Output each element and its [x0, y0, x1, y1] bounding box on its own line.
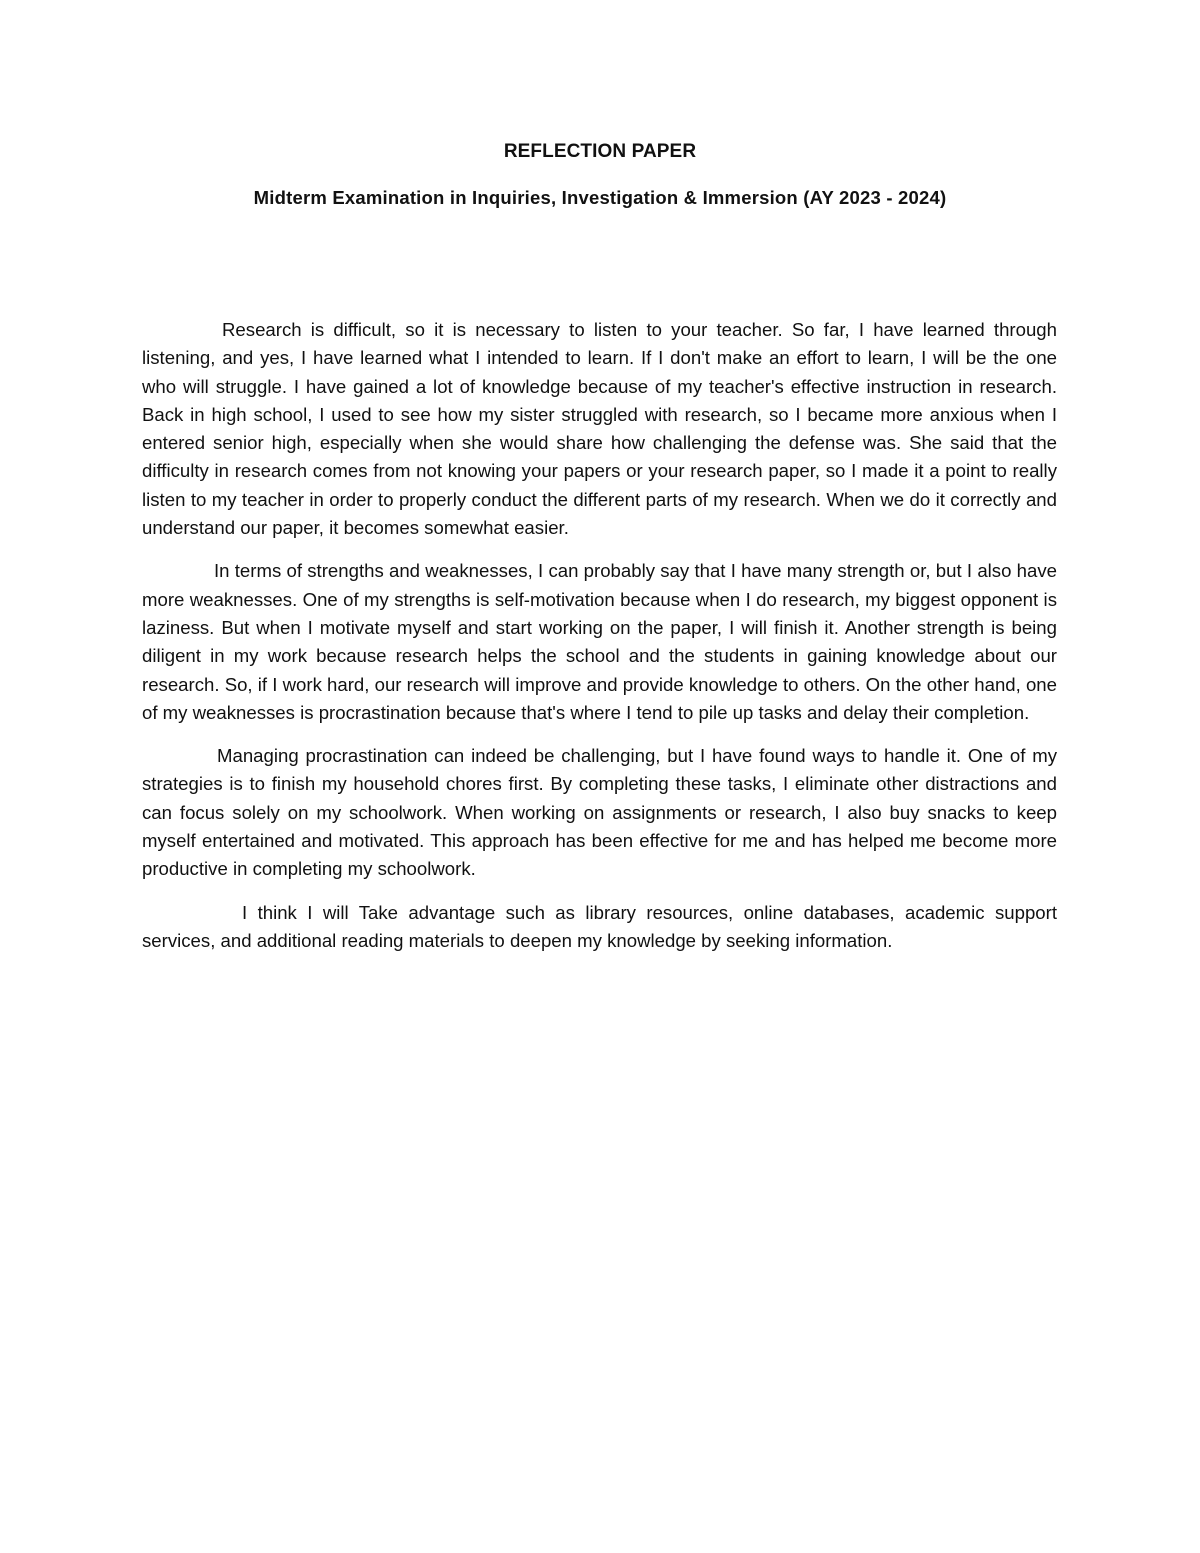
document-subtitle: Midterm Examination in Inquiries, Investigation & Immersion (AY 2023 - 2024) — [253, 187, 947, 208]
paragraph-2: In terms of strengths and weaknesses, I can probably say that I have many strength or, but I also have more weaknesses. One of my strengths is self-motivation because when I do research, my biggest opponent is laziness. But when I motivate myself and start working on the paper, I will finish it. Another strength is being diligent in my work because research helps the school and the students in gaining knowledge about our research. So, if I work hard, our research will improve and provide knowledge to others. On the other hand, one of my weaknesses is procrastination because that's where I tend to pile up tasks and delay their completion. — [142, 560, 1057, 723]
document-title: REFLECTION PAPER — [503, 141, 697, 162]
paragraph-3: Managing procrastination can indeed be challenging, but I have found ways to handle it. One of my strategies is to finish my household chores first. By completing these tasks, I eliminate other distractions and can focus solely on my schoolwork. When working on assignments or research, I also buy snacks to keep myself entertained and motivated. This approach has been effective for me and has helped me become more productive in completing my schoolwork. — [142, 745, 1057, 880]
paragraph-4: I think I will Take advantage such as library resources, online databases, academic support services, and additional reading materials to deepen my knowledge by seeking information. — [142, 901, 1057, 951]
paragraph-1: Research is difficult, so it is necessary to listen to your teacher. So far, I have learned through listening, and yes, I have learned what I intended to learn. If I don't make an effort to learn, I will be the one who will struggle. I have gained a lot of knowledge because of my teacher's effective instruction in research. Back in high school, I used to see how my sister struggled with research, so I became more anxious when I entered senior high, especially when she would share how challenging the defense was. She said that the difficulty in research comes from not knowing your papers or your research paper, so I made it a point to really listen to my teacher in order to properly conduct the different parts of my research. When we do it correctly and understand our paper, it becomes somewhat easier. — [142, 319, 1057, 539]
document-body — [142, 316, 1057, 970]
